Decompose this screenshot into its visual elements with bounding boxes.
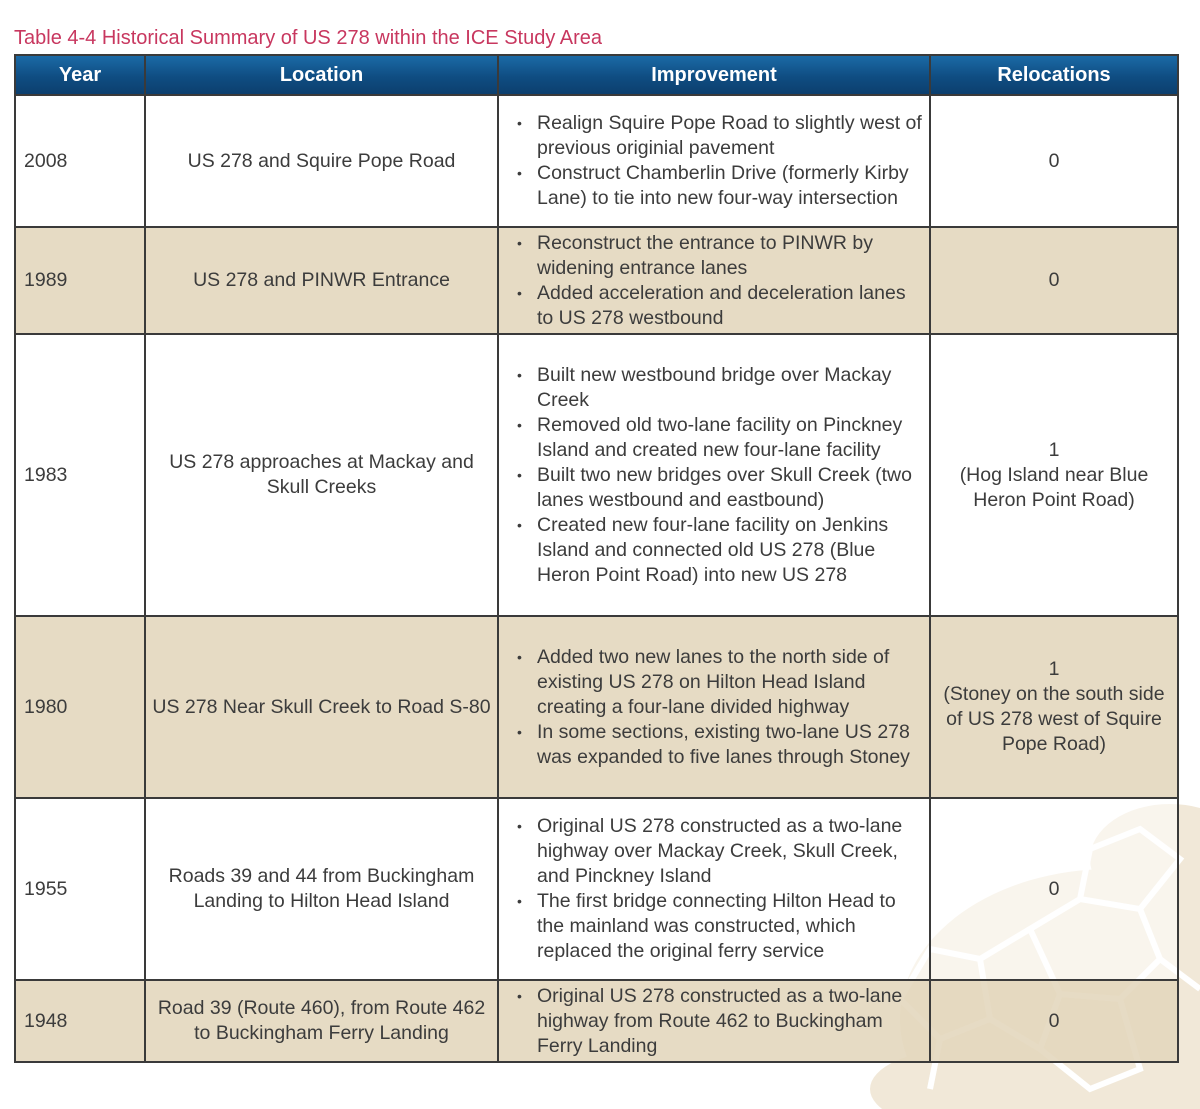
relocations-count: 0 (1048, 269, 1060, 291)
improvement-list (509, 814, 923, 964)
improvement-item: • Reconstruct the entrance to PINWR by widening entrance lanes (509, 231, 923, 281)
table-header-row (15, 55, 1178, 95)
year-cell: 1980 (15, 616, 145, 798)
improvement-cell (498, 334, 930, 616)
relocations-cell (930, 95, 1178, 227)
relocations-cell (930, 616, 1178, 798)
improvement-item: • Original US 278 constructed as a two-lane highway from Route 462 to Buckingham Ferry Landing (509, 984, 923, 1059)
year-cell: 1983 (15, 334, 145, 616)
improvement-list (509, 984, 923, 1059)
improvement-cell (498, 980, 930, 1062)
relocations-count: 1 (1048, 658, 1060, 680)
relocations-cell (930, 980, 1178, 1062)
improvement-list (509, 111, 923, 211)
location-cell: US 278 and Squire Pope Road (145, 95, 498, 227)
location-cell: Roads 39 and 44 from Buckingham Landing to Hilton Head Island (145, 798, 498, 980)
relocations-cell (930, 227, 1178, 334)
document-page (14, 24, 1177, 1063)
relocations-count: 1 (1048, 438, 1060, 461)
relocations-count: 0 (1048, 877, 1060, 900)
relocations-count: 0 (1048, 1009, 1060, 1032)
improvement-cell (498, 95, 930, 227)
location-cell: US 278 Near Skull Creek to Road S-80 (145, 616, 498, 798)
improvement-item: • Created new four-lane facility on Jenkins Island and connected old US 278 (Blue Heron Point Road) into new US 278 (509, 513, 923, 588)
year-cell: 2008 (15, 95, 145, 227)
improvement-item: • Built new westbound bridge over Mackay Creek (509, 363, 923, 413)
location-cell: Road 39 (Route 460), from Route 462 to Buckingham Ferry Landing (145, 980, 498, 1062)
header-relocations: Relocations (930, 55, 1178, 95)
relocations-count: 0 (1048, 149, 1060, 172)
table-row (15, 616, 1178, 798)
improvement-cell (498, 616, 930, 798)
year-cell: 1955 (15, 798, 145, 980)
improvement-list (509, 363, 923, 588)
table-row (15, 95, 1178, 227)
improvement-item: • Construct Chamberlin Drive (formerly Kirby Lane) to tie into new four-way intersection (509, 161, 923, 211)
improvement-item: • Original US 278 constructed as a two-lane highway over Mackay Creek, Skull Creek, and Pinckney Island (509, 814, 923, 889)
table-row (15, 798, 1178, 980)
table-row (15, 334, 1178, 616)
improvement-list (509, 645, 923, 770)
improvement-item: • Built two new bridges over Skull Creek (two lanes westbound and eastbound) (509, 463, 923, 513)
table-row (15, 980, 1178, 1062)
improvement-item: • Removed old two-lane facility on Pinckney Island and created new four-lane facility (509, 413, 923, 463)
improvement-item: • Added two new lanes to the north side of existing US 278 on Hilton Head Island creating a four-lane divided highway (509, 645, 923, 720)
improvement-cell (498, 798, 930, 980)
table-caption: Table 4-4 Historical Summary of US 278 within the ICE Study Area (14, 27, 603, 49)
relocations-note: (Stoney on the south side of US 278 west of Squire Pope Road) (943, 683, 1165, 755)
location-cell: US 278 approaches at Mackay and Skull Creeks (145, 334, 498, 616)
improvement-item: • The first bridge connecting Hilton Head to the mainland was constructed, which replaced the original ferry service (509, 889, 923, 964)
improvement-item: • Realign Squire Pope Road to slightly west of previous originial pavement (509, 111, 923, 161)
relocations-cell (930, 334, 1178, 616)
improvement-cell (498, 227, 930, 334)
improvement-item: • In some sections, existing two-lane US 278 was expanded to five lanes through Stoney (509, 720, 923, 770)
historical-summary-table (14, 54, 1179, 1063)
header-year: Year (15, 55, 145, 95)
improvement-list (509, 231, 923, 331)
relocations-cell (930, 798, 1178, 980)
year-cell: 1948 (15, 980, 145, 1062)
table-row (15, 227, 1178, 334)
relocations-note: (Hog Island near Blue Heron Point Road) (959, 463, 1149, 511)
year-cell: 1989 (15, 227, 145, 334)
location-cell: US 278 and PINWR Entrance (145, 227, 498, 334)
improvement-item: • Added acceleration and deceleration lanes to US 278 westbound (509, 281, 923, 331)
header-location: Location (145, 55, 498, 95)
header-improvement: Improvement (498, 55, 930, 95)
